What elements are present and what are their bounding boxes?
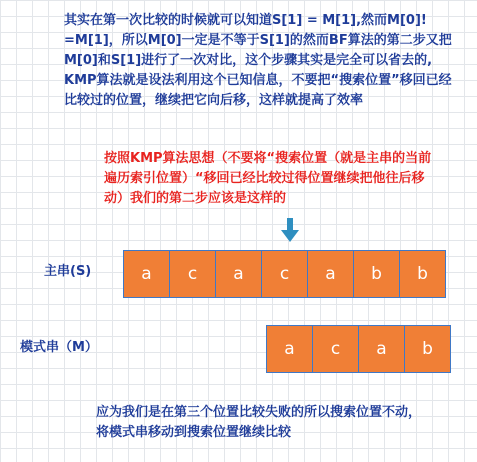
intro-line: M[0]和S[1]进行了一次对比，这个步骤其实是完全可以省去的, [64, 53, 433, 68]
intro-line: 比较过的位置，继续把它向后移，这样就提高了效率 [64, 93, 364, 108]
main-string-cell: c [261, 250, 308, 298]
intro-line: =M[1]，所以M[0]一定是不等于S[1]的然而BF算法的第二步又把 [64, 33, 452, 48]
pattern-string-label: 模式串（M） [20, 340, 98, 355]
pattern-string-cell: a [266, 325, 313, 373]
kmp-note-line: 遍历索引位置）“移回已经比较过得位置继续把他往后移 [104, 171, 425, 186]
pattern-string-cell: a [358, 325, 405, 373]
pattern-string-cell: c [312, 325, 359, 373]
intro-paragraph [64, 11, 464, 111]
main-string-cell: a [123, 250, 170, 298]
main-string-cell: b [399, 250, 446, 298]
main-string-row [123, 250, 445, 298]
conclusion-line: 将模式串移动到搜索位置继续比较 [96, 425, 292, 440]
kmp-note-line: 动）我们的第二步应该是这样的 [104, 191, 287, 206]
down-arrow-icon [280, 218, 300, 242]
down-arrow-shaft [287, 218, 293, 231]
kmp-note-paragraph [104, 149, 456, 209]
main-string-label: 主串(S) [44, 264, 92, 279]
pattern-string-row [266, 325, 450, 373]
intro-line: KMP算法就是设法利用这个已知信息，不要把“搜索位置”移回已经 [64, 73, 452, 88]
pattern-string-cell: b [404, 325, 451, 373]
conclusion-paragraph [96, 403, 436, 443]
down-arrow-head [281, 230, 299, 242]
main-string-cell: a [307, 250, 354, 298]
main-string-cell: b [353, 250, 400, 298]
main-string-cell: a [215, 250, 262, 298]
kmp-note-line: 按照KMP算法思想（不要将“搜索位置（就是主串的当前 [104, 151, 432, 166]
conclusion-line: 应为我们是在第三个位置比较失败的所以搜索位置不动， [96, 405, 422, 420]
main-string-cell: c [169, 250, 216, 298]
intro-line: 其实在第一次比较的时候就可以知道S[1] = M[1],然而M[0]! [64, 13, 427, 28]
